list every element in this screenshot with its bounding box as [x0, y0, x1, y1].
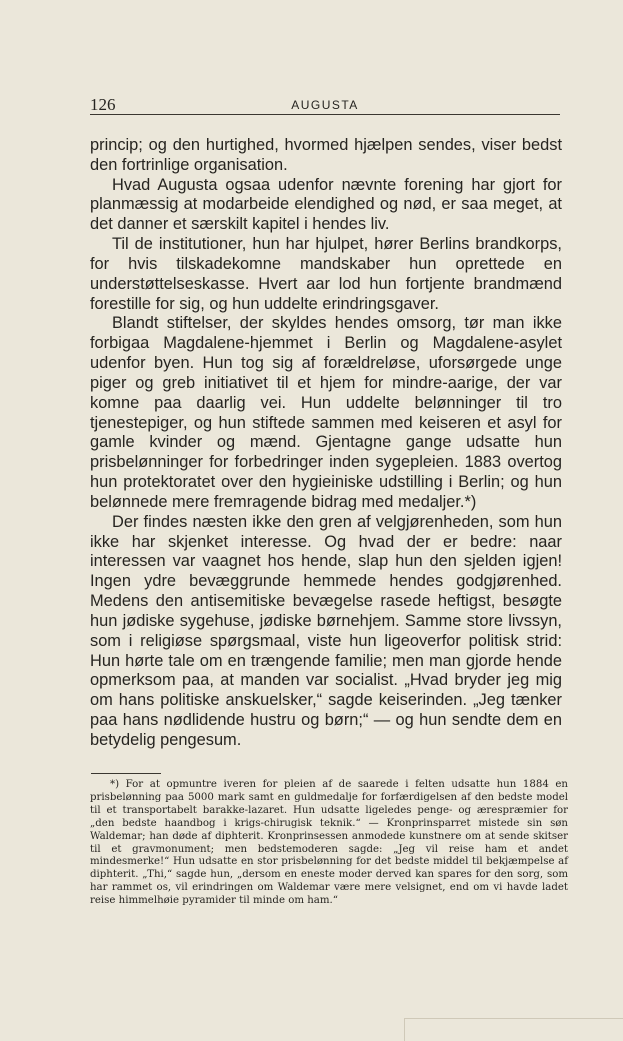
page-header	[90, 96, 560, 115]
scan-edge	[404, 1018, 623, 1041]
footnote	[90, 779, 568, 908]
running-head: AUGUSTA	[291, 98, 359, 112]
footnote-rule	[91, 773, 161, 774]
page-number: 126	[90, 95, 116, 114]
paragraph: Til de institutioner, hun har hjulpet, hører Berlins brandkorps, for hvis tilskadekomne mandskaber hun oprettede en understøttelseskasse. Hvert aar lod hun fortjente brandmænd forestille for sig, og hun uddelte erindringsgaver.	[90, 235, 562, 313]
paragraph: Hvad Augusta ogsaa udenfor nævnte forening har gjort for planmæssig at modarbeide elendighed og nød, er saa meget, at det danner et særskilt kapitel i hendes liv.	[90, 175, 562, 234]
paragraph: Der findes næsten ikke den gren af velgjørenheden, som hun ikke har skjenket interesse. Og hvad der er bedre: naar interessen var vaagnet hos hende, slap hun den sjelden igjen! Ingen ydre bevæggrunde hemmede hendes godgjørenhed. Medens den antisemitiske bevægelse rasede heftigst, besøgte hun jødiske sygehuse, jødiske børnehjem. Samme store livssyn, som i religiøse spørgsmaal, viste hun ligeoverfor politisk strid: Hun hørte tale om en trængende familie; men man gjorde hende opmerksom paa, at manden var socialist. „Hvad bryder jeg mig om hans politiske anskuelsker,“ sagde keiserinden. „Jeg tænker paa hans nødlidende hustru og børn;“ — og hun sendte dem en betydelig pengesum.	[90, 512, 562, 749]
paragraph: princip; og den hurtighed, hvormed hjælpen sendes, viser bedst den fortrinlige organisation.	[90, 136, 562, 174]
paragraph: Blandt stiftelser, der skyldes hendes omsorg, tør man ikke forbigaa Magdalene-hjemmet i Berlin og Magdalene-asylet udenfor byen. Hun tog sig af forældreløse, uforsørgede unge piger og greb initiativet til et hjem for mindre-aarige, der var komne paa daarlig vei. Hun uddelte belønninger til tro tjenestepiger, og hun stiftede sammen med keiseren et asyl for gamle kvinder og mænd. Gjentagne gange udsatte hun prisbelønninger for forbedringer inden sygepleien. 1883 overtog hun protektoratet over den hygieiniske udstilling i Berlin; og hun belønnede mere fremragende bidrag med medaljer.*)	[90, 314, 562, 511]
footnote-text: *) For at opmuntre iveren for pleien af de saarede i felten udsatte hun 1884 en prisbelønning paa 5000 mark samt en guldmedalje for forfærdigelsen af den bedste model til et transportabelt barakke-lazaret. Hun udsatte ligeledes penge- og ærespræmier for „den bedste haandbog i krigs-chirugisk teknik.“ — Kronprinsparret mistede sin søn Waldemar; han døde af diphterit. Kronprinsessen anmodede kunstnere om at sende skitser til et gravmonument; men bedstemoderen sagde: „Jeg vil reise ham et andet mindesmerke!“ Hun udsatte en stor prisbelønning for det bedste middel til bekjæmpelse af diphterit. „Thi,“ sagde hun, „dersom en eneste moder derved kan spares for den sorg, som har rammet os, vil erindringen om Waldemar være mere velsignet, end om vi havde ladet reise himmelhøie pyramider til minde om ham.“	[90, 779, 568, 907]
body-text	[90, 136, 562, 751]
